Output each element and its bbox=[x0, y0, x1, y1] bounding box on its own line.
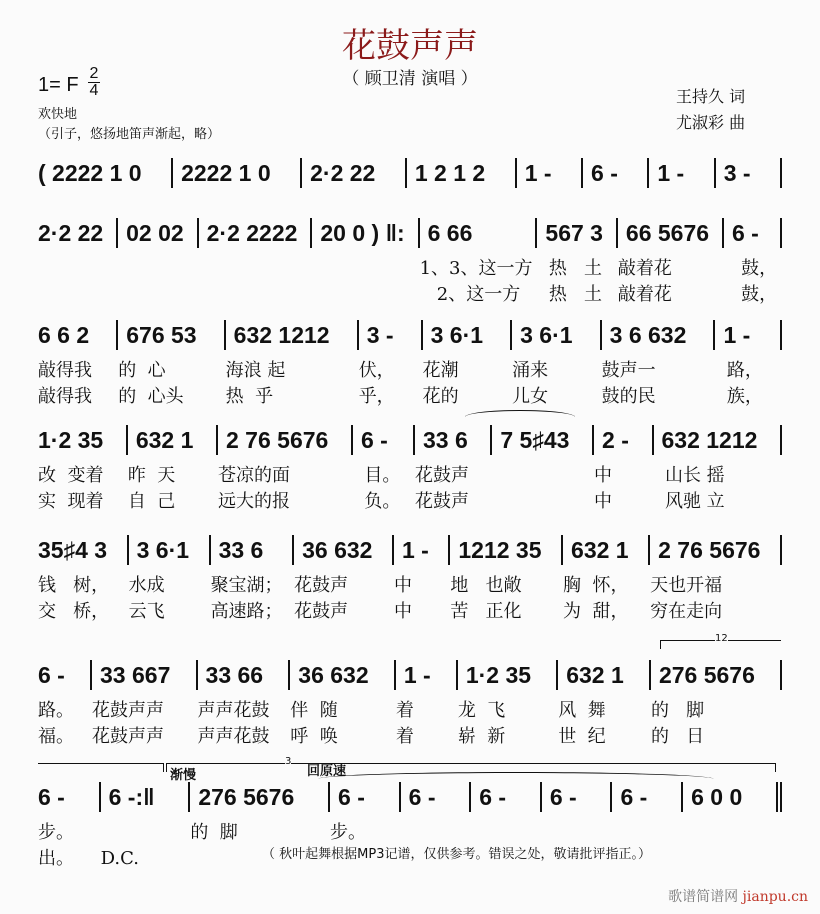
lyric-verse-1: 花鼓声 bbox=[294, 575, 349, 596]
lyric-verse-1: 鼓， bbox=[723, 258, 778, 279]
measure bbox=[353, 425, 415, 515]
measure-notes: 6 - bbox=[330, 782, 401, 812]
measure-notes: 2·2 22 bbox=[302, 158, 407, 188]
lyric-verse-2: 2、这一方 bbox=[419, 284, 521, 305]
lyric-verse-2: 花鼓声 bbox=[294, 601, 349, 622]
measure-notes: 632 1 bbox=[563, 535, 650, 565]
measure-notes: 3 6·1 bbox=[129, 535, 211, 565]
measure bbox=[649, 158, 715, 188]
lyric-verse-2: 云飞 bbox=[128, 601, 165, 622]
lyric-verse-2 bbox=[312, 282, 419, 308]
measure bbox=[173, 158, 302, 188]
lyric-verse-1 bbox=[492, 463, 594, 489]
measure bbox=[199, 218, 313, 308]
lyric-verse-1 bbox=[101, 820, 191, 846]
measure bbox=[394, 535, 450, 625]
measure-notes: 35♯4 3 bbox=[38, 535, 129, 565]
measure bbox=[537, 218, 617, 308]
measure bbox=[594, 425, 653, 515]
volta-bracket bbox=[660, 633, 781, 649]
measure bbox=[38, 218, 118, 308]
measure-notes: 276 5676 bbox=[190, 782, 330, 812]
measure-notes: 3 - bbox=[359, 320, 423, 350]
lyric-verse-1: 热 土 bbox=[537, 258, 603, 279]
measure bbox=[450, 535, 563, 625]
lyric-verse-1: 花潮 bbox=[422, 360, 459, 381]
lyric-verse-2: 鼓， bbox=[723, 284, 778, 305]
measure-notes: 1 - bbox=[715, 320, 782, 350]
key-signature: 1= F bbox=[38, 74, 79, 96]
measure bbox=[423, 320, 513, 410]
measure-notes: 1 2 1 2 bbox=[407, 158, 517, 188]
lyric-verse-2: 远大的报 bbox=[218, 491, 290, 512]
ending-bracket-2 bbox=[166, 756, 776, 772]
measure-notes: 33 6 bbox=[415, 425, 492, 455]
lyric-verse-1 bbox=[312, 256, 419, 282]
measure bbox=[396, 660, 458, 750]
lyric-verse-2: 族， bbox=[715, 386, 763, 407]
measure bbox=[654, 425, 783, 515]
lyric-verse-2 bbox=[683, 846, 782, 872]
lyric-verse-1: 的 脚 bbox=[190, 822, 238, 843]
lyric-verse-2: 敲着花 bbox=[617, 284, 672, 305]
staff-row bbox=[38, 158, 782, 188]
lyric-verse-1: 昨 天 bbox=[127, 465, 176, 486]
measure bbox=[683, 782, 782, 872]
measure bbox=[226, 320, 359, 410]
measure-notes: 6 - bbox=[471, 782, 542, 812]
measure bbox=[359, 320, 423, 410]
watermark bbox=[668, 886, 808, 906]
lyric-verse-1: 涌来 bbox=[512, 360, 549, 381]
measure-notes: 632 1 bbox=[128, 425, 218, 455]
lyric-verse-1: 中 bbox=[594, 465, 613, 486]
measure-notes: 66 5676 bbox=[618, 218, 724, 248]
measure bbox=[198, 660, 291, 750]
transcription-note: （ 秋叶起舞根据MP3记谱，仅供参考。错误之处，敬请批评指正。） bbox=[262, 847, 651, 862]
measure-notes: 632 1 bbox=[558, 660, 651, 690]
lyric-verse-2: 鼓的民 bbox=[601, 386, 656, 407]
lyric-verse-1: 水成 bbox=[128, 575, 165, 596]
measure-notes: 6 -:‖ bbox=[101, 782, 191, 812]
measure-notes: 2222 1 0 bbox=[173, 158, 302, 188]
measure-notes: 36 632 bbox=[290, 660, 396, 690]
measure-notes: 36 632 bbox=[294, 535, 394, 565]
measure-notes: 1·2 35 bbox=[38, 425, 128, 455]
measure bbox=[715, 320, 782, 410]
staff-row bbox=[38, 218, 782, 308]
lyric-verse-2: 热 乎 bbox=[225, 386, 274, 407]
measure bbox=[118, 218, 198, 308]
lyric-verse-1: 敲着花 bbox=[617, 258, 672, 279]
measure-notes: 1 - bbox=[396, 660, 458, 690]
measure bbox=[407, 158, 517, 188]
composer-credit: 尤淑彩 曲 bbox=[676, 113, 746, 132]
lyric-verse-1 bbox=[683, 820, 782, 846]
lyric-verse-2: 风驰 立 bbox=[653, 491, 725, 512]
lyric-verse-2: 中 bbox=[393, 601, 412, 622]
measure-notes: 3 - bbox=[716, 158, 782, 188]
lyric-verse-1: 伏， bbox=[358, 360, 395, 381]
measure-notes: 1212 35 bbox=[450, 535, 563, 565]
measure-notes: 1·2 35 bbox=[458, 660, 558, 690]
measure-notes: 33 667 bbox=[92, 660, 198, 690]
measure bbox=[302, 158, 407, 188]
lyric-verse-1: 钱 树， bbox=[38, 575, 110, 596]
measure bbox=[724, 218, 782, 308]
lyric-verse-1 bbox=[118, 256, 198, 282]
lyric-verse-1: 花鼓声 bbox=[415, 465, 469, 486]
lyric-verse-1: 声声花鼓 bbox=[197, 700, 270, 721]
time-top: 2 bbox=[89, 65, 99, 82]
measure-notes: 20 0 ) ‖: bbox=[312, 218, 419, 248]
lyric-verse-1: 中 bbox=[393, 575, 412, 596]
lyric-verse-1: 1、3、这一方 bbox=[419, 258, 533, 279]
lyric-verse-1: 龙 飞 bbox=[457, 700, 506, 721]
tie-arc bbox=[465, 410, 575, 417]
measure-notes: 3 6·1 bbox=[423, 320, 513, 350]
measure bbox=[38, 425, 128, 515]
lyric-verse-1: 改 变着 bbox=[38, 465, 104, 486]
measure bbox=[312, 218, 419, 308]
lyricist-credit: 王持久 词 bbox=[676, 87, 746, 106]
measure bbox=[290, 660, 396, 750]
lyric-verse-2: 出。 bbox=[38, 848, 74, 869]
lyric-verse-2 bbox=[492, 489, 594, 515]
ritardando-mark: 渐慢 bbox=[170, 768, 197, 783]
lyric-verse-2: 苦 正化 bbox=[450, 601, 522, 622]
measure bbox=[492, 425, 594, 515]
tempo-marking: 欢快地 bbox=[38, 107, 78, 122]
measure bbox=[118, 320, 225, 410]
measure bbox=[128, 425, 218, 515]
ending-bracket-1 bbox=[38, 763, 164, 772]
measure-notes: 7 5♯43 bbox=[492, 425, 594, 455]
watermark-cn: 歌谱简谱网 bbox=[668, 889, 739, 905]
measure-notes: 1 - bbox=[649, 158, 715, 188]
measure bbox=[650, 535, 782, 625]
lyric-verse-2: 花鼓声声 bbox=[92, 726, 165, 747]
lyric-verse-2: 乎， bbox=[358, 386, 395, 407]
lyric-verse-1: 苍凉的面 bbox=[218, 465, 290, 486]
lyric-verse-1: 聚宝湖； bbox=[210, 575, 283, 596]
measure bbox=[458, 660, 558, 750]
staff-row bbox=[38, 535, 782, 625]
measure bbox=[38, 158, 173, 188]
lyric-verse-2: 中 bbox=[594, 491, 613, 512]
measure-notes: 276 5676 bbox=[651, 660, 782, 690]
measure bbox=[101, 782, 191, 872]
lyric-verse-2 bbox=[38, 282, 118, 308]
volta-label: 12 bbox=[715, 633, 728, 644]
measure bbox=[38, 535, 129, 625]
lyric-verse-2: 负。 bbox=[352, 491, 401, 512]
lyric-verse-2: 花的 bbox=[422, 386, 459, 407]
lyric-verse-1: 花鼓声声 bbox=[92, 700, 165, 721]
lyric-verse-1: 着 bbox=[395, 700, 414, 721]
lyric-verse-1: 步。 bbox=[38, 822, 74, 843]
lyric-verse-1: 地 也敞 bbox=[450, 575, 522, 596]
measure bbox=[602, 320, 716, 410]
staff-row bbox=[38, 425, 782, 515]
measure-notes: 02 02 bbox=[118, 218, 198, 248]
measure bbox=[129, 535, 211, 625]
lyric-verse-2: 崭 新 bbox=[457, 726, 506, 747]
lyric-verse-2 bbox=[199, 282, 313, 308]
measure bbox=[38, 320, 118, 410]
lyric-verse-2 bbox=[118, 282, 198, 308]
measure bbox=[618, 218, 724, 308]
singer-credit: （ 顾卫清 演唱 ） bbox=[342, 69, 478, 89]
measure bbox=[294, 535, 394, 625]
lyric-verse-1: 伴 随 bbox=[290, 700, 338, 721]
lyric-verse-2: 交 桥， bbox=[38, 601, 110, 622]
lyric-verse-1 bbox=[199, 256, 313, 282]
lyric-verse-1 bbox=[38, 256, 118, 282]
lyric-verse-2: 自 己 bbox=[127, 491, 176, 512]
lyric-verse-2: 着 bbox=[395, 726, 414, 747]
lyric-verse-1: 路。 bbox=[38, 700, 74, 721]
measure-notes: 6 0 0 bbox=[683, 782, 782, 812]
measure bbox=[716, 158, 782, 188]
measure-notes: 6 - bbox=[38, 660, 92, 690]
lyric-verse-2: 的 心头 bbox=[118, 386, 184, 407]
measure-notes: 1 - bbox=[394, 535, 450, 565]
time-bottom: 4 bbox=[89, 82, 99, 99]
lyric-verse-1: 海浪 起 bbox=[225, 360, 286, 381]
measure-notes: 1 - bbox=[517, 158, 583, 188]
measure bbox=[512, 320, 602, 410]
measure-notes: 3 6·1 bbox=[512, 320, 602, 350]
lyric-verse-2: 儿女 bbox=[512, 386, 549, 407]
measure-notes: 2·2 2222 bbox=[199, 218, 313, 248]
measure bbox=[420, 218, 538, 308]
measure-notes: 2 - bbox=[594, 425, 653, 455]
lyric-verse-1: 鼓声一 bbox=[601, 360, 656, 381]
measure bbox=[563, 535, 650, 625]
staff-row bbox=[38, 320, 782, 410]
measure-notes: 676 53 bbox=[118, 320, 225, 350]
time-signature bbox=[88, 66, 100, 99]
staff-row bbox=[38, 660, 782, 750]
measure-notes: 2 76 5676 bbox=[218, 425, 353, 455]
measure-notes: 6 - bbox=[724, 218, 782, 248]
measure-notes: 2 76 5676 bbox=[650, 535, 782, 565]
measure-notes: 2·2 22 bbox=[38, 218, 118, 248]
measure-notes: 632 1212 bbox=[226, 320, 359, 350]
lyric-verse-2: 实 现着 bbox=[38, 491, 104, 512]
measure-notes: 6 - bbox=[353, 425, 415, 455]
lyric-verse-1: 胸 怀， bbox=[563, 575, 629, 596]
song-title: 花鼓声声 bbox=[342, 26, 478, 66]
intro-note: （引子，悠扬地笛声渐起，略） bbox=[38, 127, 221, 142]
measure-notes: 6 - bbox=[38, 782, 101, 812]
measure bbox=[517, 158, 583, 188]
measure bbox=[415, 425, 492, 515]
measure bbox=[211, 535, 295, 625]
lyric-verse-2: 声声花鼓 bbox=[197, 726, 270, 747]
measure-notes: 632 1212 bbox=[654, 425, 783, 455]
lyric-verse-2: 福。 bbox=[38, 726, 74, 747]
triplet-label: 3 bbox=[285, 756, 292, 767]
lyric-verse-1: 的 脚 bbox=[650, 700, 705, 721]
measure bbox=[38, 782, 101, 872]
lyric-verse-1: 天也开福 bbox=[650, 575, 723, 596]
measure bbox=[38, 660, 92, 750]
lyric-verse-2: 穷在走向 bbox=[650, 601, 723, 622]
measure-notes: 6 - bbox=[542, 782, 613, 812]
measure-notes: 6 - bbox=[401, 782, 472, 812]
measure bbox=[651, 660, 782, 750]
lyric-verse-1: 的 心 bbox=[118, 360, 166, 381]
lyric-verse-2: 敲得我 bbox=[38, 386, 92, 407]
measure-notes: 567 3 bbox=[537, 218, 617, 248]
lyric-verse-1: 步。 bbox=[330, 822, 367, 843]
lyric-verse-2: D.C. bbox=[100, 848, 139, 869]
lyric-verse-2: 的 日 bbox=[650, 726, 705, 747]
measure bbox=[92, 660, 198, 750]
lyric-verse-2: 为 甜， bbox=[563, 601, 629, 622]
lyric-verse-2: 热 土 bbox=[537, 284, 603, 305]
measure bbox=[558, 660, 651, 750]
measure-notes: ( 2222 1 0 bbox=[38, 158, 173, 188]
lyric-verse-1: 敲得我 bbox=[38, 360, 92, 381]
lyric-verse-2: 高速路； bbox=[210, 601, 283, 622]
measure bbox=[218, 425, 353, 515]
lyric-verse-1: 目。 bbox=[352, 465, 401, 486]
measure-notes: 6 - bbox=[612, 782, 683, 812]
lyric-verse-1: 路， bbox=[715, 360, 763, 381]
measure-notes: 33 66 bbox=[198, 660, 291, 690]
measure-notes: 6 - bbox=[583, 158, 649, 188]
lyric-verse-1: 风 舞 bbox=[558, 700, 606, 721]
long-tie bbox=[318, 772, 714, 779]
lyric-verse-1: 山长 摇 bbox=[653, 465, 725, 486]
lyric-verse-2: 花鼓声 bbox=[415, 491, 469, 512]
a-tempo-mark: 回原速 bbox=[307, 764, 347, 779]
watermark-en: jianpu.cn bbox=[742, 889, 808, 905]
lyric-verse-2: 呼 唤 bbox=[290, 726, 338, 747]
measure-notes: 3 6 632 bbox=[602, 320, 716, 350]
measure-notes: 6 66 bbox=[420, 218, 538, 248]
lyric-verse-2: 世 纪 bbox=[558, 726, 606, 747]
measure-notes: 6 6 2 bbox=[38, 320, 118, 350]
measure-notes: 33 6 bbox=[211, 535, 295, 565]
measure bbox=[583, 158, 649, 188]
